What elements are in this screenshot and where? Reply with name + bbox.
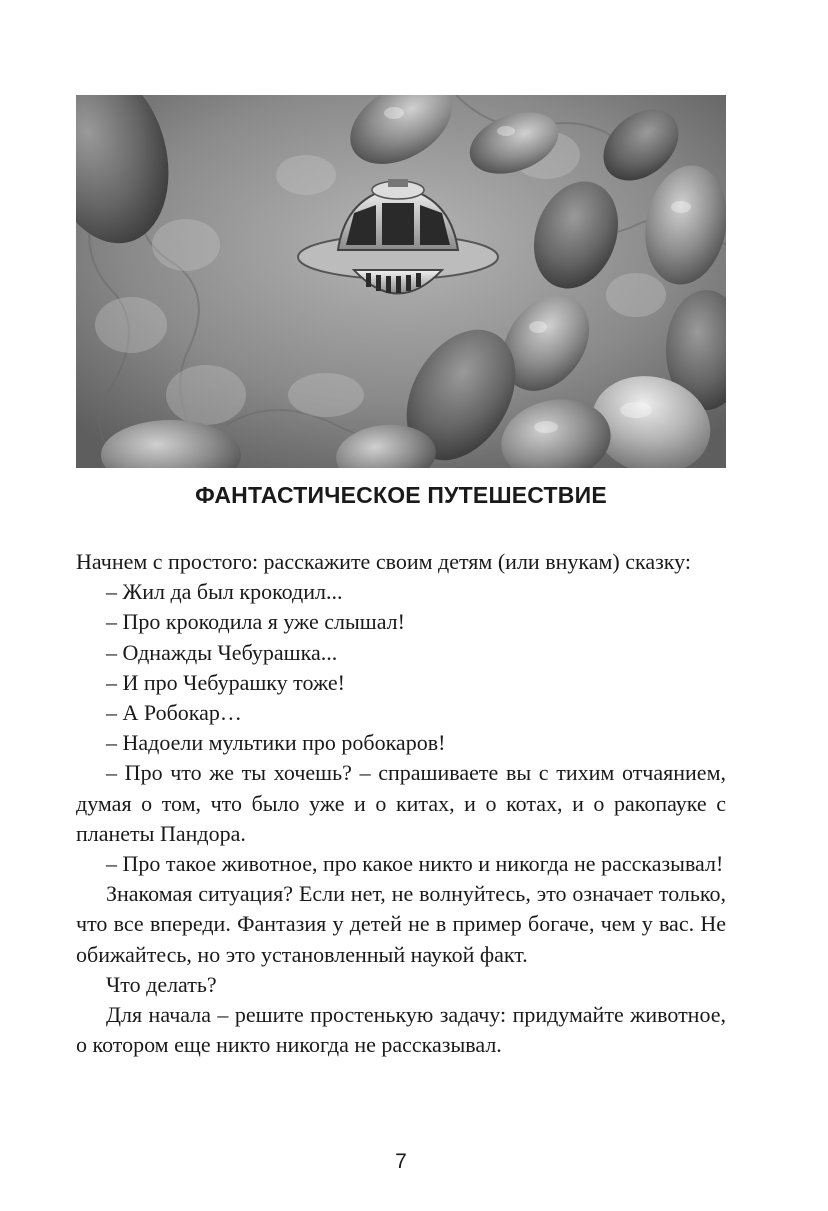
dialogue-line: – Про крокодила я уже слышал! [106, 609, 405, 635]
spaceship-in-blood-vessel-icon [76, 95, 726, 468]
dialogue-line: – Про что же ты хочешь? – спрашиваете вы с тихим отчаянием, думая о том, что было уже и о китах, и о котах, и о ракопауке с планеты Пандора. [76, 760, 726, 846]
paragraph: Что делать? [106, 971, 217, 997]
chapter-title: ФАНТАСТИЧЕСКОЕ ПУТЕШЕСТВИЕ [195, 482, 607, 508]
page-number: 7 [395, 1150, 407, 1173]
paragraph: Знакомая ситуация? Если нет, не волнуйтесь, это означает только, что все впереди. Фантазия у детей не в пример богаче, чем у вас. Не обижайтесь, но это установленный наукой факт. [76, 881, 726, 967]
chapter-body [76, 547, 726, 1060]
dialogue-line: – И про Чебурашку тоже! [106, 669, 345, 695]
chapter-illustration [76, 95, 726, 468]
paragraph: Начнем с простого: расскажите своим детям (или внукам) сказку: [76, 549, 692, 574]
dialogue-line: – Однажды Чебурашка... [106, 639, 338, 665]
paragraph: Для начала – решите простенькую задачу: придумайте животное, о котором еще никто никогда не рассказывал. [76, 1002, 726, 1058]
dialogue-line: – Жил да был крокодил... [106, 579, 343, 605]
dialogue-line: – А Робокар… [106, 700, 242, 726]
dialogue-line: – Надоели мультики про робокаров! [106, 730, 446, 756]
dialogue-line: – Про такое животное, про какое никто и никогда не рассказывал! [106, 851, 724, 877]
